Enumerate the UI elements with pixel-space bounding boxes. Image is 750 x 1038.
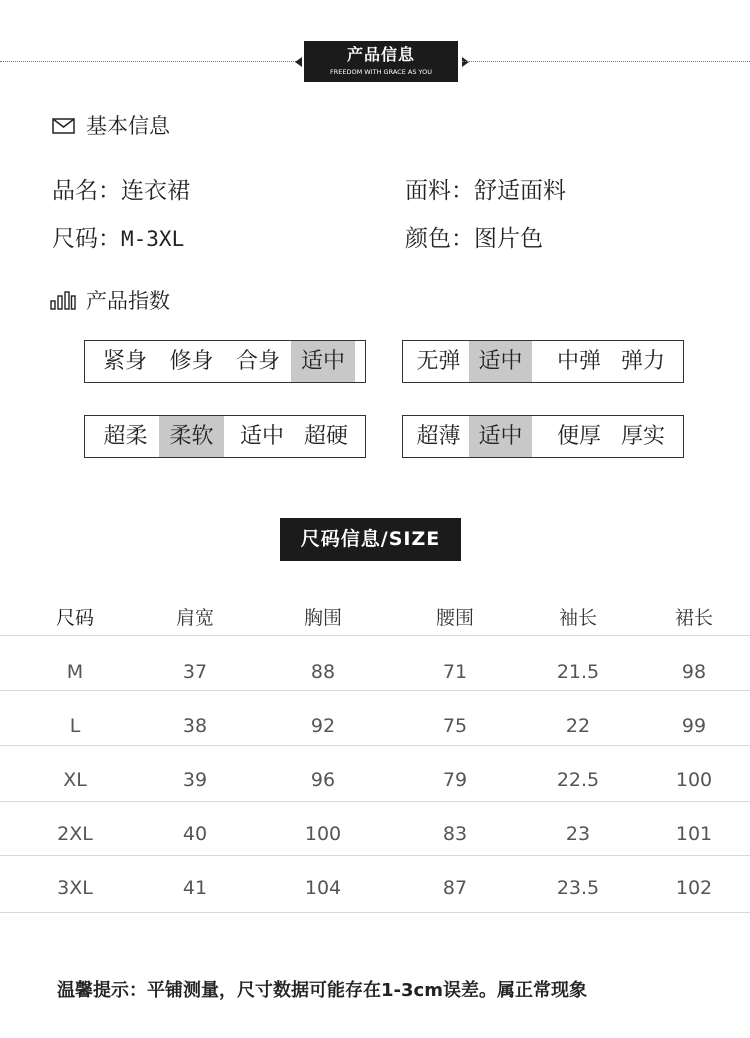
product-name-row [52,178,190,204]
table-cell: 92 [310,715,336,737]
index-softness-option-selected: 柔软 [159,416,224,457]
table-cell: 101 [675,823,713,845]
table-cell: 38 [182,715,208,737]
table-cell: 21.5 [556,661,600,683]
table-header-cell: 尺码 [55,607,94,629]
table-row-divider [0,855,750,856]
table-row-divider [0,801,750,802]
table-cell: 102 [675,877,713,899]
basic-info-heading: 基本信息 [86,114,170,138]
index-softness [84,415,366,458]
table-cell: M [66,661,84,683]
product-name-value: 连衣裙 [121,178,190,204]
index-elasticity-option: 弹力 [620,349,665,374]
table-cell: 22.5 [556,769,600,791]
table-cell: 71 [442,661,468,683]
table-cell: 3XL [57,877,93,899]
table-header-cell: 肩宽 [175,607,214,629]
index-elasticity [402,340,684,383]
index-softness-option: 超硬 [303,424,348,449]
index-softness-option: 超柔 [103,424,148,449]
table-cell: 79 [442,769,468,791]
index-elasticity-option: 中弹 [556,349,601,374]
table-cell: 96 [310,769,336,791]
index-elasticity-option: 无弹 [416,349,461,374]
product-name-label: 品名： [52,178,121,204]
index-thickness [402,415,684,458]
header-divider-right [462,61,750,62]
index-softness-option: 适中 [239,424,284,449]
table-cell: 88 [310,661,336,683]
table-cell: 39 [182,769,208,791]
table-cell: 99 [681,715,707,737]
index-thickness-option: 便厚 [556,424,601,449]
table-header-cell: 腰围 [435,607,474,629]
bar-chart-icon [50,290,76,310]
table-header-cell: 裙长 [674,607,713,629]
index-fit-option: 修身 [169,349,214,374]
fabric-label: 面料： [405,178,474,204]
table-row-divider [0,745,750,746]
header-divider-left [0,61,296,62]
index-thickness-option: 超薄 [416,424,461,449]
table-cell: L [69,715,81,737]
table-cell: 100 [304,823,342,845]
product-index-heading: 产品指数 [86,289,170,313]
index-elasticity-option-selected: 适中 [469,341,532,382]
table-cell: 83 [442,823,468,845]
size-range-row [52,226,184,252]
table-cell: 2XL [57,823,93,845]
header-arrow-right-icon [462,57,469,67]
index-fit-option-selected: 适中 [291,341,355,382]
table-cell: 37 [182,661,208,683]
index-fit-option: 紧身 [102,349,147,374]
index-thickness-option: 厚实 [620,424,665,449]
table-cell: 40 [182,823,208,845]
mail-icon [52,118,75,134]
table-cell: 75 [442,715,468,737]
table-cell: 104 [304,877,342,899]
warm-tip: 温馨提示：平铺测量，尺寸数据可能存在1-3cm误差。属正常现象 [57,980,587,1001]
table-cell: 87 [442,877,468,899]
table-header-cell: 胸围 [303,607,342,629]
header-title: 产品信息 [346,45,415,64]
table-cell: 41 [182,877,208,899]
table-cell: 100 [675,769,713,791]
color-label: 颜色： [405,226,474,252]
size-info-heading: 尺码信息/SIZE [280,518,461,561]
color-value: 图片色 [474,226,543,252]
table-cell: 23 [565,823,591,845]
table-cell: 23.5 [556,877,600,899]
fabric-row [405,178,566,204]
table-cell: XL [63,769,87,791]
fabric-value: 舒适面料 [474,178,566,204]
size-range-label: 尺码： [52,226,121,252]
header-subtitle: FREEDOM WITH GRACE AS YOU [330,68,432,76]
color-row [405,226,543,252]
table-cell: 98 [681,661,707,683]
table-row-divider [0,912,750,913]
index-thickness-option-selected: 适中 [469,416,532,457]
table-header-cell: 袖长 [558,607,597,629]
size-range-value: M-3XL [121,227,185,251]
index-fit-option: 合身 [235,349,280,374]
header-banner [304,41,458,82]
table-cell: 22 [565,715,591,737]
header-arrow-left-icon [295,57,302,67]
table-row-divider [0,690,750,691]
table-row-divider [0,635,750,636]
index-fit [84,340,366,383]
